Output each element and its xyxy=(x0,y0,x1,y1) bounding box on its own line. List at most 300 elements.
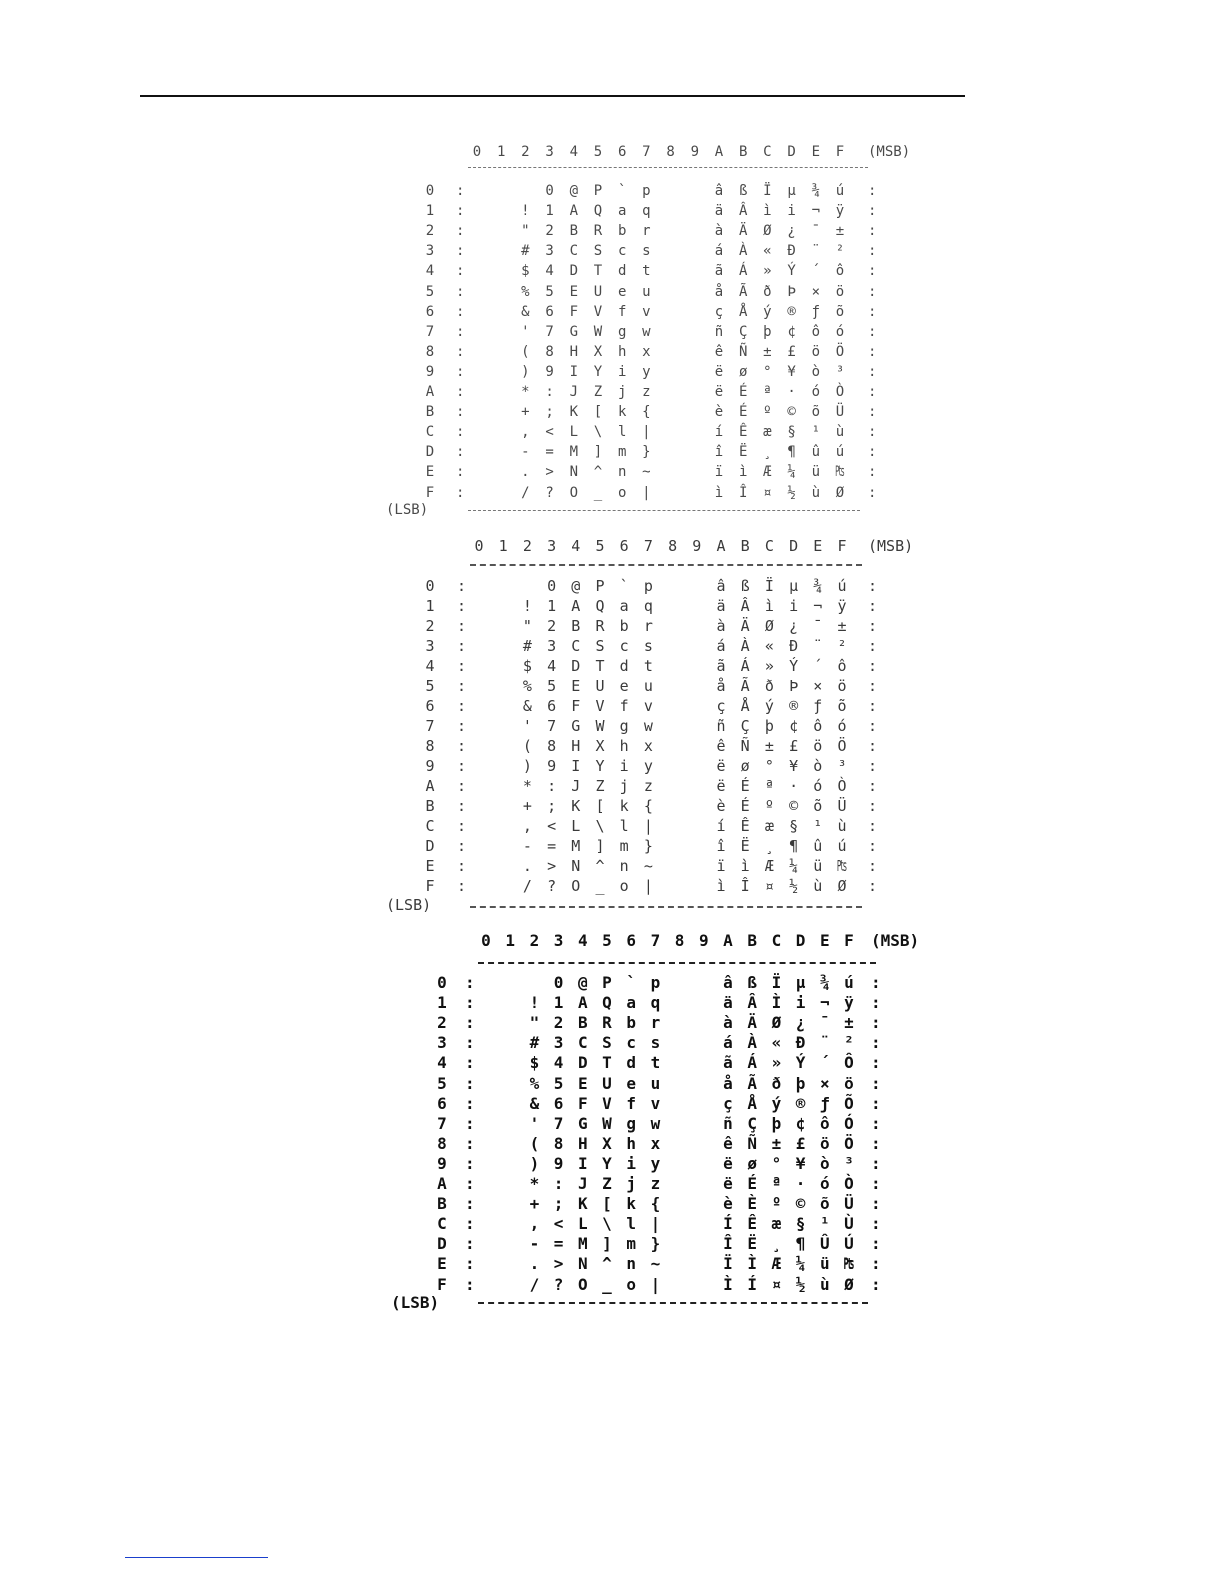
char-cell: Ù xyxy=(844,1214,854,1234)
char-cell: # xyxy=(521,243,530,260)
char-cell: C xyxy=(571,637,581,655)
char-cell: õ xyxy=(837,697,847,715)
char-cell: ¨ xyxy=(811,243,821,260)
char-cell: i xyxy=(617,363,627,380)
char-cell: = xyxy=(547,837,557,855)
char-cell: w xyxy=(643,717,653,735)
column-header: 9 xyxy=(690,144,700,160)
char-cell: P xyxy=(593,183,603,199)
char-cell: ! xyxy=(529,993,540,1013)
char-cell: + xyxy=(522,797,532,815)
char-cell: û xyxy=(813,837,823,855)
char-cell: V xyxy=(593,303,603,320)
row-separator-right: : xyxy=(871,1073,881,1093)
char-cell: / xyxy=(521,484,530,501)
char-cell: Ç xyxy=(747,1113,757,1133)
row-separator-right: : xyxy=(868,797,878,815)
char-cell: õ xyxy=(813,797,823,815)
row-separator: : xyxy=(456,183,465,199)
char-cell: ¼ xyxy=(789,857,799,875)
char-cell: ñ xyxy=(716,717,726,735)
char-cell: e xyxy=(619,677,629,695)
char-cell: ö xyxy=(844,1073,854,1093)
char-cell: ® xyxy=(787,303,796,320)
char-cell: i xyxy=(619,757,629,775)
char-cell: Å xyxy=(740,697,750,715)
char-cell: b xyxy=(626,1013,636,1033)
column-header: B xyxy=(747,931,757,950)
char-cell: 9 xyxy=(545,363,554,380)
char-cell: ° xyxy=(763,363,772,380)
char-cell: ì xyxy=(738,464,748,481)
char-cell: # xyxy=(529,1033,540,1053)
char-cell: < xyxy=(545,424,554,441)
char-cell: S xyxy=(602,1033,612,1053)
column-header: D xyxy=(789,537,799,555)
footer-rule xyxy=(125,1557,268,1558)
char-cell: 7 xyxy=(545,323,554,340)
char-cell: Á xyxy=(747,1053,757,1073)
char-cell: ¼ xyxy=(795,1254,806,1274)
char-cell: è xyxy=(716,797,726,815)
char-cell: ? xyxy=(545,484,554,501)
row-separator-right: : xyxy=(871,973,881,992)
row-separator: : xyxy=(465,1194,475,1214)
char-cell: ß xyxy=(740,577,750,595)
char-cell: f xyxy=(626,1093,636,1113)
row-separator-right: : xyxy=(871,1113,881,1133)
row-separator: : xyxy=(457,797,467,815)
column-header: 8 xyxy=(666,144,675,160)
char-cell: x xyxy=(642,343,651,360)
char-cell: ª xyxy=(763,384,772,400)
row-separator-right: : xyxy=(871,993,881,1013)
row-label: 3 xyxy=(425,243,435,260)
row-separator-right: : xyxy=(868,263,877,280)
row-separator-right: : xyxy=(868,817,878,835)
char-cell: ö xyxy=(837,677,847,695)
char-cell: ; xyxy=(545,404,554,421)
char-cell: } xyxy=(642,444,651,461)
char-cell: ¤ xyxy=(763,484,772,501)
row-separator-right: : xyxy=(868,677,878,695)
char-cell: l xyxy=(626,1214,636,1234)
bottom-dashed-rule xyxy=(470,906,862,908)
row-label: 0 xyxy=(437,973,447,992)
char-cell: f xyxy=(619,697,629,715)
char-cell: t xyxy=(650,1053,661,1073)
char-cell: . xyxy=(529,1254,540,1274)
char-cell: ê xyxy=(723,1133,733,1153)
char-cell: 5 xyxy=(547,677,557,695)
char-cell: ú xyxy=(844,973,854,992)
row-label: 4 xyxy=(437,1053,447,1073)
char-cell: ° xyxy=(764,757,774,775)
char-cell: A xyxy=(571,597,581,615)
char-cell: m xyxy=(626,1234,636,1254)
char-cell: ß xyxy=(738,183,748,199)
char-cell: Z xyxy=(593,384,603,400)
char-cell: ø xyxy=(738,363,748,380)
char-cell: m xyxy=(619,837,629,855)
char-cell: ä xyxy=(723,993,733,1013)
char-cell: - xyxy=(529,1234,540,1254)
char-cell: e xyxy=(626,1073,636,1093)
char-cell: Ö xyxy=(844,1133,854,1153)
char-cell: c xyxy=(626,1033,636,1053)
char-cell: c xyxy=(617,243,627,260)
char-cell: T xyxy=(595,657,605,675)
column-header: 9 xyxy=(698,931,709,950)
row-separator: : xyxy=(456,303,465,320)
char-cell: K xyxy=(577,1194,588,1214)
char-cell: B xyxy=(569,223,579,240)
char-cell: z xyxy=(643,777,653,795)
char-cell: è xyxy=(723,1194,733,1214)
row-separator-right: : xyxy=(868,444,877,461)
column-header: 7 xyxy=(643,537,653,555)
char-cell: Ø xyxy=(837,877,847,895)
row-separator-right: : xyxy=(868,283,877,300)
char-cell: k xyxy=(617,404,627,421)
char-cell: u xyxy=(643,677,653,695)
char-cell: ö xyxy=(819,1133,830,1153)
lsb-label: (LSB) xyxy=(386,502,429,518)
char-cell: 3 xyxy=(553,1033,564,1053)
char-cell: ¨ xyxy=(819,1033,830,1053)
char-cell: æ xyxy=(764,817,774,835)
char-cell: Z xyxy=(602,1174,612,1193)
char-cell: ´ xyxy=(811,263,821,280)
char-cell: É xyxy=(738,404,748,421)
char-cell: C xyxy=(569,243,579,260)
char-cell: ? xyxy=(553,1274,564,1294)
char-cell: _ xyxy=(593,484,603,501)
char-cell: ¾ xyxy=(813,577,823,595)
char-cell: V xyxy=(602,1093,612,1113)
char-cell: R xyxy=(593,223,603,240)
char-cell: Ó xyxy=(844,1113,854,1133)
row-separator: : xyxy=(465,1153,475,1173)
char-cell: l xyxy=(619,817,629,835)
char-cell: Í xyxy=(747,1274,757,1294)
row-separator-right: : xyxy=(868,697,878,715)
char-cell: Ø xyxy=(763,223,772,240)
column-header: C xyxy=(764,537,774,555)
char-cell: . xyxy=(522,857,532,875)
char-cell: Q xyxy=(595,597,605,615)
char-cell: | xyxy=(643,877,653,895)
char-cell: 8 xyxy=(547,737,557,755)
char-cell: Ü xyxy=(835,404,845,421)
char-cell: Ë xyxy=(738,444,748,461)
row-label: 9 xyxy=(437,1153,447,1173)
row-separator: : xyxy=(456,283,465,300)
char-cell: þ xyxy=(763,323,772,340)
row-separator-right: : xyxy=(871,1033,881,1053)
char-cell: / xyxy=(529,1274,540,1294)
char-cell: D xyxy=(577,1053,588,1073)
char-cell: W xyxy=(593,323,603,340)
row-separator-right: : xyxy=(868,323,877,340)
row-separator: : xyxy=(457,757,467,775)
char-cell: ª xyxy=(764,777,774,795)
char-cell: 5 xyxy=(553,1073,564,1093)
char-cell: ë xyxy=(716,777,726,795)
column-header: 0 xyxy=(474,537,484,555)
char-cell: à xyxy=(714,223,724,240)
char-cell: ç xyxy=(714,303,724,320)
char-cell: v xyxy=(643,697,653,715)
row-label: A xyxy=(425,384,435,400)
char-cell: s xyxy=(643,637,653,655)
char-cell: & xyxy=(522,697,532,715)
char-cell: ₧ xyxy=(837,857,847,875)
char-cell: Z xyxy=(595,777,605,795)
char-cell: û xyxy=(811,444,821,461)
char-cell: > xyxy=(553,1254,564,1274)
char-cell: ₧ xyxy=(835,464,845,481)
top-dashed-rule xyxy=(478,962,876,964)
row-label: 6 xyxy=(425,303,435,320)
row-label: 5 xyxy=(425,283,435,300)
char-cell: × xyxy=(819,1073,830,1093)
char-cell: Í xyxy=(723,1214,733,1234)
char-cell: â xyxy=(723,973,733,992)
char-cell: ³ xyxy=(844,1153,854,1173)
column-header: B xyxy=(738,144,748,160)
char-cell: G xyxy=(571,717,581,735)
char-cell: @ xyxy=(569,183,579,199)
char-cell: O xyxy=(571,877,581,895)
char-cell: ! xyxy=(522,597,532,615)
char-cell: £ xyxy=(795,1133,806,1153)
row-separator: : xyxy=(465,1174,475,1193)
char-cell: ] xyxy=(595,837,605,855)
top-dashed-rule xyxy=(470,564,862,566)
char-cell: f xyxy=(617,303,627,320)
row-separator-right: : xyxy=(871,1013,881,1033)
char-cell: n xyxy=(619,857,629,875)
char-cell: M xyxy=(571,837,581,855)
char-cell: n xyxy=(626,1254,636,1274)
char-cell: M xyxy=(577,1234,588,1254)
column-header: 0 xyxy=(472,144,482,160)
char-cell: ý xyxy=(771,1093,782,1113)
char-cell: ¹ xyxy=(811,424,821,441)
char-cell: _ xyxy=(602,1274,612,1294)
char-cell: ô xyxy=(811,323,821,340)
char-cell: : xyxy=(545,384,554,400)
char-cell: | xyxy=(650,1214,661,1234)
char-cell: ¹ xyxy=(813,817,823,835)
char-cell: þ xyxy=(771,1113,782,1133)
row-separator: : xyxy=(456,484,465,501)
char-cell: v xyxy=(642,303,651,320)
row-separator-right: : xyxy=(868,203,877,220)
row-label: 7 xyxy=(425,323,435,340)
char-cell: ì xyxy=(763,203,772,220)
char-cell: X xyxy=(595,737,605,755)
char-cell: â xyxy=(716,577,726,595)
char-cell: ; xyxy=(553,1194,564,1214)
char-cell: ù xyxy=(835,424,845,441)
column-header: 3 xyxy=(553,931,564,950)
row-separator: : xyxy=(465,1013,475,1033)
row-separator-right: : xyxy=(868,877,878,895)
char-cell: Ë xyxy=(747,1234,757,1254)
column-header: 7 xyxy=(650,931,661,950)
char-cell: · xyxy=(787,384,796,400)
char-cell: / xyxy=(522,877,532,895)
row-separator: : xyxy=(465,1234,475,1254)
row-separator: : xyxy=(456,444,465,461)
row-separator-right: : xyxy=(871,1254,881,1274)
char-cell: I xyxy=(577,1153,588,1173)
column-header: 2 xyxy=(521,144,530,160)
char-cell: Ø xyxy=(835,484,845,501)
char-cell: æ xyxy=(763,424,772,441)
row-separator: : xyxy=(457,837,467,855)
char-cell: U xyxy=(595,677,605,695)
char-cell: d xyxy=(617,263,627,280)
row-label: F xyxy=(425,877,435,895)
char-cell: q xyxy=(642,203,651,220)
char-cell: ù xyxy=(811,484,821,501)
row-label: 7 xyxy=(425,717,435,735)
char-cell: ) xyxy=(521,363,530,380)
row-separator: : xyxy=(456,363,465,380)
column-header: 1 xyxy=(505,931,515,950)
row-label: 8 xyxy=(437,1133,447,1153)
char-cell: ³ xyxy=(837,757,847,775)
char-cell: Ð xyxy=(795,1033,806,1053)
row-separator: : xyxy=(456,343,465,360)
char-cell: F xyxy=(577,1093,588,1113)
column-header: 2 xyxy=(522,537,532,555)
column-header: 0 xyxy=(481,931,491,950)
char-cell: ¤ xyxy=(771,1274,782,1294)
row-separator-right: : xyxy=(871,1133,881,1153)
char-cell: Ø xyxy=(844,1274,854,1294)
row-label: 6 xyxy=(437,1093,447,1113)
char-cell: ' xyxy=(529,1113,540,1133)
column-header: 3 xyxy=(545,144,554,160)
char-cell: ] xyxy=(593,444,603,461)
char-cell: å xyxy=(716,677,726,695)
char-cell: à xyxy=(716,617,726,635)
char-cell: O xyxy=(569,484,579,501)
char-cell: Ê xyxy=(740,817,750,835)
char-cell: S xyxy=(595,637,605,655)
char-cell: ã xyxy=(723,1053,733,1073)
char-cell: [ xyxy=(593,404,603,421)
column-header: 3 xyxy=(547,537,557,555)
char-cell: ¿ xyxy=(795,1013,806,1033)
char-cell: ¨ xyxy=(813,637,823,655)
row-separator-right: : xyxy=(871,1153,881,1173)
char-cell: ? xyxy=(547,877,557,895)
char-cell: ê xyxy=(714,343,724,360)
char-cell: \ xyxy=(593,424,603,441)
column-header: 6 xyxy=(619,537,629,555)
row-label: A xyxy=(425,777,435,795)
char-cell: L xyxy=(569,424,579,441)
char-cell: Y xyxy=(595,757,605,775)
char-cell: Á xyxy=(740,657,750,675)
char-cell: ú xyxy=(837,577,847,595)
column-header: C xyxy=(763,144,772,160)
column-header: D xyxy=(787,144,796,160)
char-cell: i xyxy=(795,993,806,1013)
char-cell: * xyxy=(529,1174,540,1193)
char-cell: D xyxy=(569,263,579,280)
row-separator: : xyxy=(465,1093,475,1113)
char-cell: 1 xyxy=(553,993,564,1013)
char-cell: u xyxy=(642,283,651,300)
char-cell: + xyxy=(529,1194,540,1214)
char-cell: Ø xyxy=(771,1013,782,1033)
char-cell: â xyxy=(714,183,724,199)
char-cell: Ü xyxy=(837,797,847,815)
row-separator: : xyxy=(465,973,475,992)
char-cell: ù xyxy=(813,877,823,895)
char-cell: $ xyxy=(521,263,530,280)
char-cell: u xyxy=(650,1073,661,1093)
char-cell: Ð xyxy=(789,637,799,655)
column-header: 6 xyxy=(626,931,636,950)
char-cell: ü xyxy=(811,464,821,481)
char-cell: ½ xyxy=(789,877,799,895)
char-cell: ¥ xyxy=(789,757,799,775)
char-cell: ƒ xyxy=(813,697,823,715)
char-cell: ¾ xyxy=(819,973,830,992)
row-separator: : xyxy=(456,464,465,481)
char-cell: N xyxy=(569,464,579,481)
char-cell: Ì xyxy=(723,1274,733,1294)
column-header: 1 xyxy=(498,537,508,555)
char-cell: R xyxy=(595,617,605,635)
char-cell: Å xyxy=(738,303,748,320)
char-cell: · xyxy=(789,777,799,795)
char-cell: E xyxy=(569,283,579,300)
char-cell: ò xyxy=(819,1153,830,1173)
char-cell: ò xyxy=(813,757,823,775)
row-separator-right: : xyxy=(871,1194,881,1214)
char-cell: Ò xyxy=(835,384,845,400)
char-cell: Ì xyxy=(747,1254,757,1274)
char-cell: T xyxy=(593,263,603,280)
char-cell: ¸ xyxy=(763,444,772,461)
char-cell: h xyxy=(617,343,627,360)
msb-label: (MSB) xyxy=(871,931,920,950)
char-cell: B xyxy=(577,1013,588,1033)
column-header: 4 xyxy=(571,537,581,555)
row-separator-right: : xyxy=(868,837,878,855)
char-cell: ~ xyxy=(642,464,651,481)
char-cell: ² xyxy=(837,637,847,655)
char-cell: h xyxy=(626,1133,636,1153)
row-separator-right: : xyxy=(868,343,877,360)
char-cell: µ xyxy=(787,183,796,199)
char-cell: ü xyxy=(819,1254,830,1274)
char-cell: þ xyxy=(795,1073,806,1093)
char-cell: « xyxy=(771,1033,782,1053)
row-separator-right: : xyxy=(868,424,877,441)
char-cell: ¿ xyxy=(787,223,796,240)
char-cell: § xyxy=(787,424,796,441)
char-cell: a xyxy=(617,203,627,220)
